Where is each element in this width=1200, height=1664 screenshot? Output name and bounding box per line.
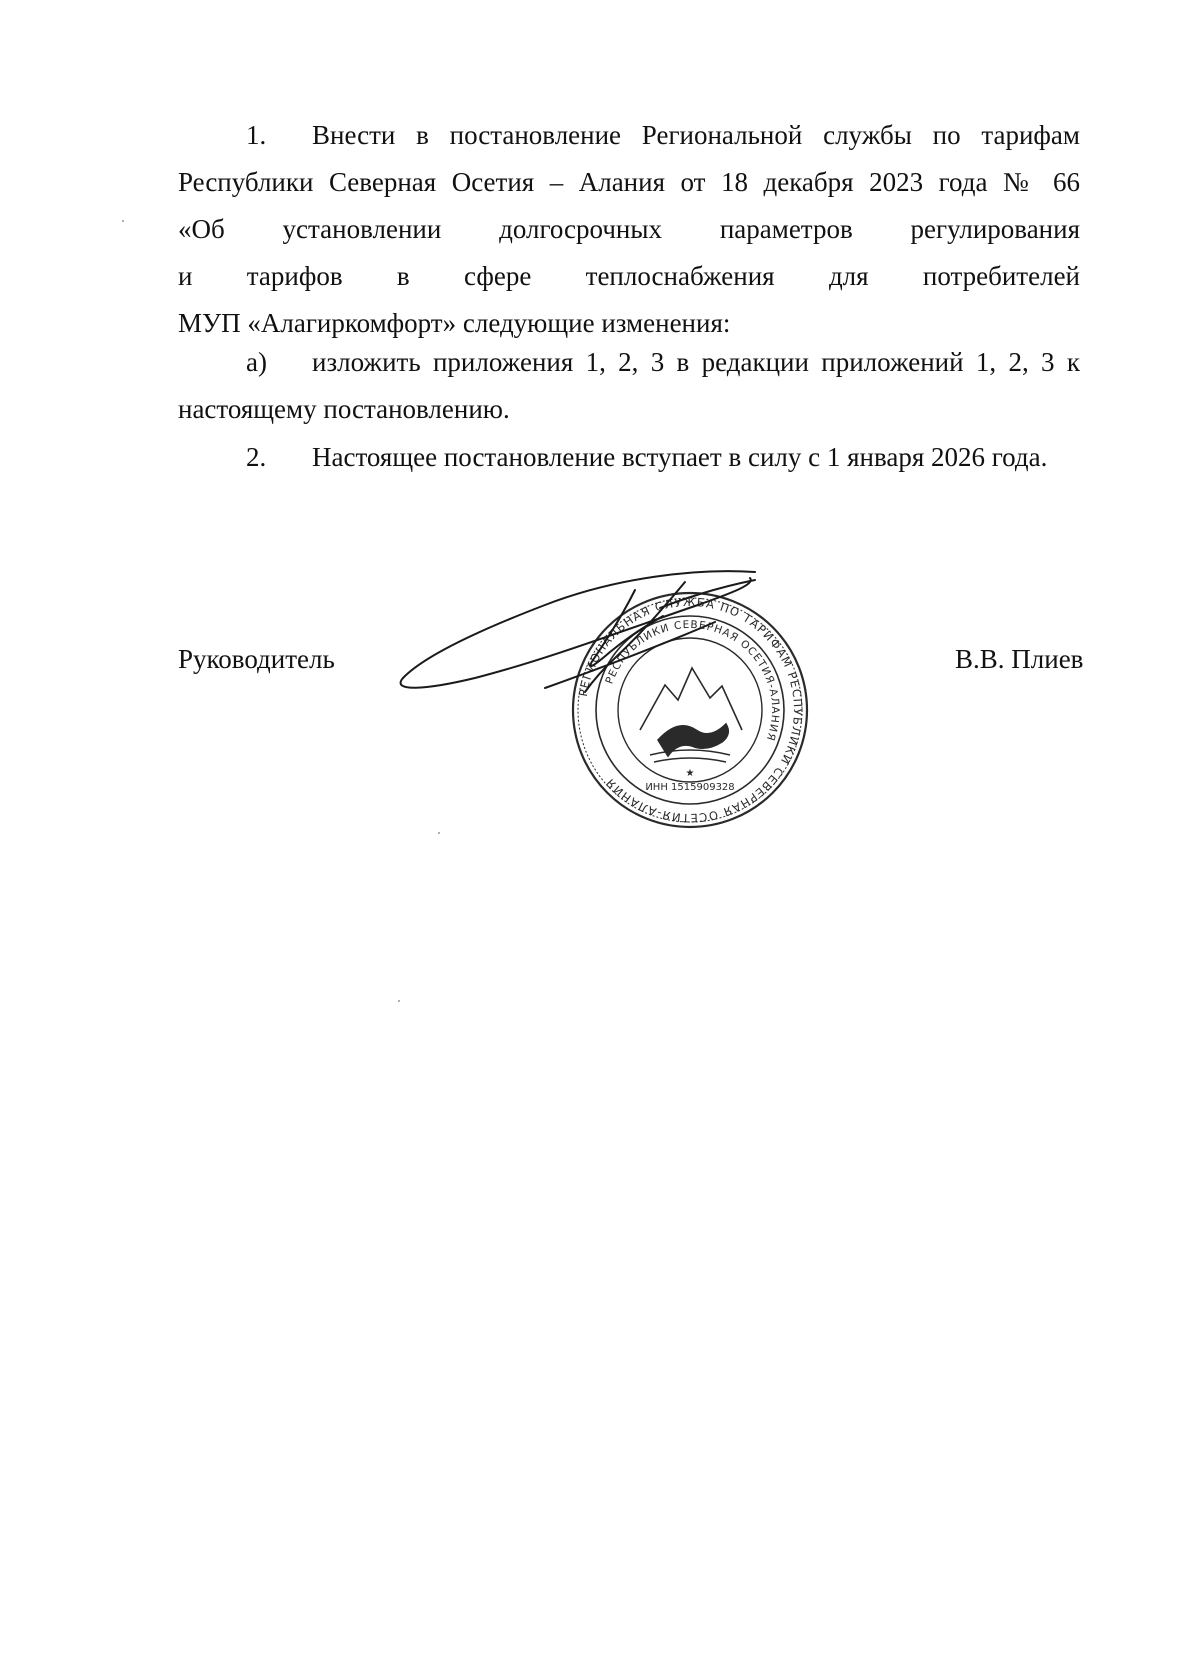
handwritten-signature (395, 560, 815, 710)
seal-outer-text: РЕГИОНАЛЬНАЯ СЛУЖБА ПО ТАРИФАМ РЕСПУБЛИКИ СЕВЕРНАЯ ОСЕТИЯ-АЛАНИЯ (575, 594, 806, 826)
subparagraph-a-line-2: настоящему постановлению. (178, 394, 510, 424)
seal-inner-text: РЕСПУБЛИКИ СЕВЕРНАЯ ОСЕТИЯ-АЛАНИЯ (603, 618, 782, 743)
subparagraph-a (178, 339, 1080, 433)
seal-inn-text: ИНН 1515909328 (645, 782, 735, 793)
paragraph-2-number: 2. (246, 442, 267, 472)
paragraph-2-line-1 (178, 434, 1080, 481)
paragraph-1-line-1-text: Внести в постановление Региональной службы по тарифам (312, 120, 1080, 150)
signatory-position: Руководитель (178, 644, 335, 674)
paragraph-1-line-5: МУП «Алагиркомфорт» следующие изменения: (178, 308, 731, 338)
paragraph-1-number: 1. (246, 120, 267, 150)
subparagraph-a-line-1 (178, 339, 1080, 386)
paragraph-1-line-3: «Об установлении долгосрочных параметров регулирования (178, 214, 1080, 244)
paragraph-1-line-1 (178, 112, 1080, 159)
paragraph-1 (178, 112, 1080, 347)
scan-speck (438, 832, 440, 834)
paragraph-2-text: Настоящее постановление вступает в силу с 1 января 2026 года. (312, 442, 1048, 472)
scan-speck (122, 220, 124, 222)
paragraph-1-line-4: и тарифов в сфере теплоснабжения для потребителей (178, 261, 1080, 291)
paragraph-2 (178, 434, 1080, 481)
scan-speck (398, 1000, 400, 1002)
subparagraph-a-number: а) (246, 347, 267, 377)
subparagraph-a-line-1-text: изложить приложения 1, 2, 3 в редакции приложений 1, 2, 3 к (312, 347, 1080, 377)
paragraph-1-line-2: Республики Северная Осетия – Алания от 18 декабря 2023 года № 66 (178, 167, 1080, 197)
seal-star-icon: ★ (685, 768, 695, 779)
signatory-name: В.В. Плиев (955, 644, 1084, 674)
